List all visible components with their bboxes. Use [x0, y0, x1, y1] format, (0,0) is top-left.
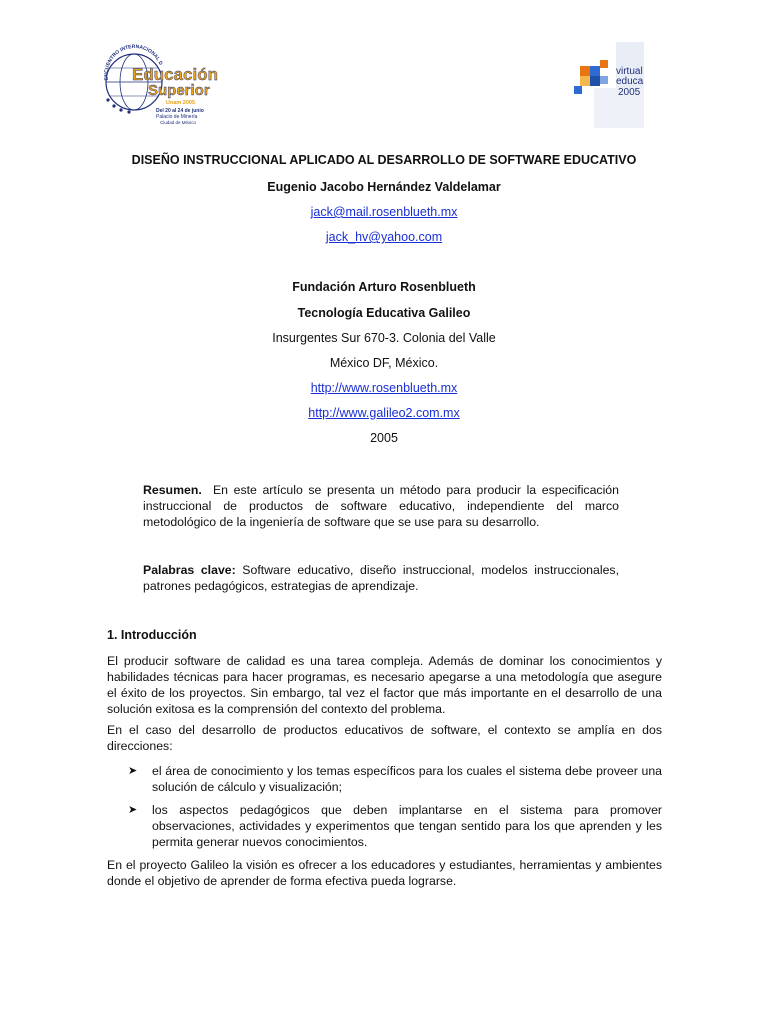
paper-title: DISEÑO INSTRUCCIONAL APLICADO AL DESARROLLO DE SOFTWARE EDUCATIVO: [131, 153, 637, 167]
address-line-1: Insurgentes Sur 670-3. Colonia del Valle: [272, 331, 496, 345]
list-item: [128, 763, 662, 795]
abstract-paragraph: [143, 482, 619, 530]
logo-left-arc-text: ENCUENTRO INTERNACIONAL D: [103, 43, 164, 81]
list-item-text: los aspectos pedagógicos que deben implantarse en el sistema para promover observaciones, actividades y experimentos que tengan sentido para los que aprenden y les permita generar nuevos conocimientos.: [152, 803, 662, 849]
logo-left-line6: Ciudad de México: [160, 120, 197, 125]
section-heading: 1. Introducción: [107, 628, 197, 642]
arrow-bullet-icon: ➤: [128, 765, 138, 777]
list-item: [128, 802, 662, 850]
virtual-educa-logo: [572, 40, 652, 130]
intro-paragraph-1: El producir software de calidad es una tarea compleja. Además de dominar los conocimientos y habilidades técnicas para hacer programas, es necesario apegarse a una metodología que asegure el éxito de los proyectos. Sin embargo, tal vez el factor que más importante en el desarrollo de una solución exitosa es la comprensión del contexto del problema.: [107, 654, 662, 716]
address-line-2: México DF, México.: [329, 356, 439, 370]
url-link-2[interactable]: http://www.galileo2.com.mx: [308, 406, 460, 420]
logo-left-line3: Unam 2005: [166, 100, 196, 106]
organization-unit: Tecnología Educativa Galileo: [297, 306, 471, 320]
keywords-label: Palabras clave:: [143, 563, 236, 577]
logo-right-line3: 2005: [618, 87, 641, 98]
arrow-bullet-icon: ➤: [128, 804, 138, 816]
abstract-label: Resumen.: [143, 483, 202, 497]
email-link-2[interactable]: jack_hv@yahoo.com: [325, 230, 443, 244]
abstract-text: En este artículo se presenta un método para producir la especificación instruccional de productos de software educativo, independiente del marco metodológico de la ingeniería de software que se use para su desarrollo.: [143, 483, 619, 529]
intro-paragraph-2: En el caso del desarrollo de productos educativos de software, el contexto se amplía en dos direcciones:: [107, 723, 662, 753]
url-line-1: [0, 381, 768, 395]
url-link-1[interactable]: http://www.rosenblueth.mx: [310, 381, 458, 395]
email-line-1: [0, 205, 768, 219]
logo-left-line5: Palacio de Minería: [156, 114, 198, 120]
educacion-superior-logo: [98, 40, 238, 130]
email-link-1[interactable]: jack@mail.rosenblueth.mx: [310, 205, 458, 219]
logo-right-line2: educa: [616, 76, 644, 87]
logo-left-line2: Superior: [148, 82, 210, 99]
url-line-2: [0, 406, 768, 420]
email-line-2: [0, 230, 768, 244]
organization-name: Fundación Arturo Rosenblueth: [292, 280, 476, 294]
keywords-text: Software educativo, diseño instruccional, modelos instruccionales, patrones pedagógicos, estrategias de aprendizaje.: [143, 563, 619, 593]
author-name: Eugenio Jacobo Hernández Valdelamar: [267, 180, 501, 194]
publication-year: 2005: [370, 431, 398, 445]
logo-left-line4: Del 20 al 24 de junio: [156, 108, 204, 114]
intro-paragraph-3: En el proyecto Galileo la visión es ofrecer a los educadores y estudiantes, herramientas y ambientes donde el objetivo de aprender de forma efectiva pueda lograrse.: [107, 858, 662, 888]
list-item-text: el área de conocimiento y los temas específicos para los cuales el sistema debe proveer una solución de cálculo y visualización;: [152, 764, 662, 794]
keywords-paragraph: [143, 562, 619, 594]
logo-left-line1: Educación: [132, 65, 218, 84]
logo-right-line1: virtual: [616, 66, 643, 77]
